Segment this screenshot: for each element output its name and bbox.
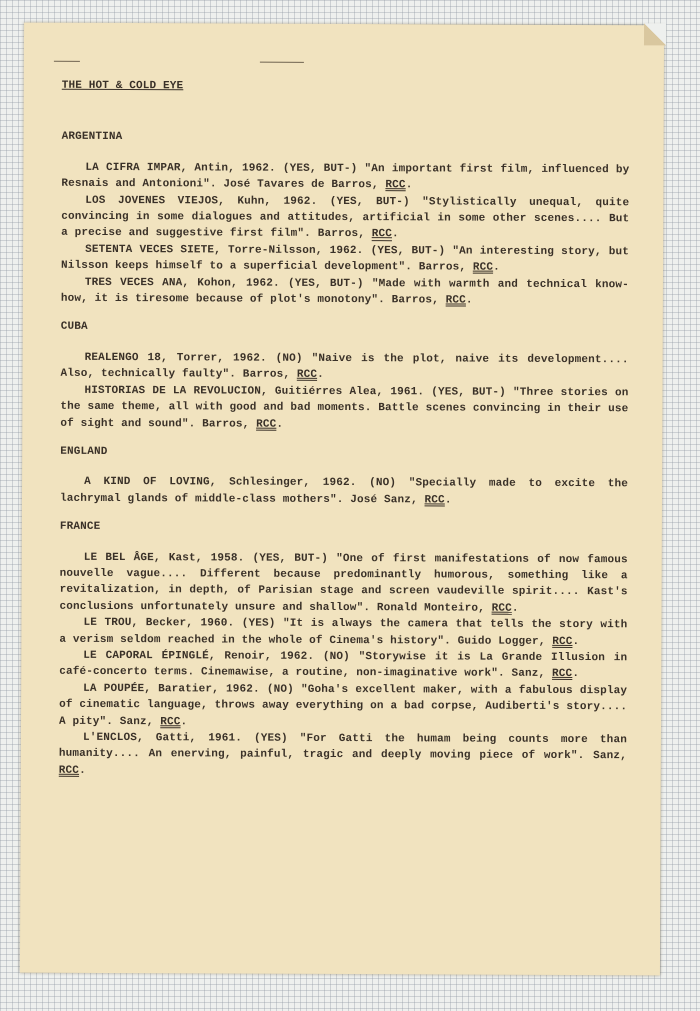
typed-page — [20, 23, 664, 976]
entry-end-punctuation: . — [276, 418, 284, 431]
film-review-entry — [61, 192, 629, 244]
source-credit: RCC — [256, 418, 277, 431]
source-credit: RCC — [160, 715, 181, 728]
film-review-entry — [61, 160, 629, 195]
film-review-entry — [59, 681, 627, 733]
document-title: THE HOT & COLD EYE — [61, 79, 184, 93]
review-text: REALENGO 18, Torrer, 1962. (NO) "Naive is the plot, naive its development.... Also, technically faulty". Barros, — [60, 351, 629, 382]
film-review-entry — [61, 274, 629, 309]
source-credit: RCC — [58, 764, 80, 777]
source-credit: RCC — [445, 294, 466, 307]
country-heading: ENGLAND — [60, 445, 108, 458]
review-text: HISTORIAS DE LA REVOLUCION, Guitiérres Alea, 1961. (YES, BUT-) "Three stories on the same theme, all with good and bad moments. Battle scenes convincing in their use of sight and sound". Barros, — [60, 384, 629, 431]
review-text: LE CAPORAL ÉPINGLÉ, Renoir, 1962. (NO) "Storywise it is La Grande Illusion in café-concerto terms. Cinemawise, a routine, non-imaginative work". Sanz, — [59, 649, 628, 681]
entry-end-punctuation: . — [180, 715, 188, 728]
source-credit: RCC — [296, 369, 318, 382]
film-review-entry — [60, 382, 628, 434]
source-credit: RCC — [385, 179, 406, 192]
entry-end-punctuation: . — [572, 668, 580, 681]
review-text: LE BEL ÂGE, Kast, 1958. (YES, BUT-) "One of first manifestations of now famous nouvelle vague.... Different because predominantly humorous, something like a revitalization, in depth, of Parisian stage and screen vaudeville spirit.... Kast's conclusions unfortunately unsure and shallow". Ronald Monteiro, — [59, 551, 628, 615]
source-credit: RCC — [472, 261, 494, 274]
review-text: A KIND OF LOVING, Schlesinger, 1962. (NO) "Specially made to excite the lachrymal glands of middle-class mothers". José Sanz, — [59, 476, 629, 507]
review-text: LA POUPÉE, Baratier, 1962. (NO) "Goha's excellent maker, with a fabulous display of cinematic language, throws away everything on a bad corpse, Audiberti's story.... A pity". Sanz, — [59, 682, 628, 728]
review-text: LA CIFRA IMPAR, Antin, 1962. (YES, BUT-) "An important first film, influenced by Resnais and Antonioni". José Tavares de Barros, — [61, 161, 630, 192]
film-review-entry — [59, 730, 627, 782]
source-credit: RCC — [424, 494, 445, 507]
film-review-entry — [61, 350, 629, 385]
source-credit: RCC — [491, 602, 512, 615]
entry-end-punctuation: . — [79, 764, 86, 777]
review-text: TRES VECES ANA, Kohon, 1962. (YES, BUT-) "Made with warmth and technical know-how, it is tiresome because of plot's monotony". Barros, — [60, 276, 629, 307]
entry-end-punctuation: . — [465, 294, 473, 307]
entry-end-punctuation: . — [444, 494, 452, 507]
film-review-entry — [59, 549, 627, 617]
review-text: SETENTA VECES SIETE, Torre-Nilsson, 1962. (YES, BUT-) "An interesting story, but Nilsson keeps himself to a superficial development". Barros, — [60, 243, 630, 274]
country-heading: ARGENTINA — [61, 131, 123, 144]
folded-corner — [644, 23, 666, 45]
entry-end-punctuation: . — [572, 635, 580, 648]
film-review-entry — [59, 648, 627, 683]
film-review-entry — [60, 474, 628, 509]
entry-end-punctuation: . — [317, 369, 324, 382]
review-text: LOS JOVENES VIEJOS, Kuhn, 1962. (YES, BUT-) "Stylistically unequal, quite convincing in some dialogues and attitudes, artificial in some other scenes.... But a precise and suggestive first film". Barros, — [61, 194, 630, 241]
entry-end-punctuation: . — [511, 602, 519, 615]
country-heading: FRANCE — [59, 520, 101, 534]
film-review-entry — [59, 615, 627, 650]
source-credit: RCC — [552, 635, 573, 648]
entry-end-punctuation: . — [391, 228, 399, 241]
typed-mark — [54, 61, 80, 62]
review-text: LE TROU, Becker, 1960. (YES) "It is always the camera that tells the story with a verism seldom reached in the whole of Cinema's history". Guido Logger, — [59, 617, 628, 648]
entry-end-punctuation: . — [493, 261, 500, 274]
entry-end-punctuation: . — [405, 179, 413, 192]
review-text: L'ENCLOS, Gatti, 1961. (YES) "For Gatti the humam being counts more than humanity.... An enerving, painful, tragic and deeply moving piece of work". Sanz, — [58, 731, 627, 763]
typed-mark — [260, 62, 304, 63]
source-credit: RCC — [552, 668, 573, 681]
sections — [59, 129, 630, 781]
source-credit: RCC — [371, 228, 393, 241]
country-heading: CUBA — [60, 321, 88, 334]
document-body — [59, 78, 630, 782]
film-review-entry — [61, 242, 629, 277]
